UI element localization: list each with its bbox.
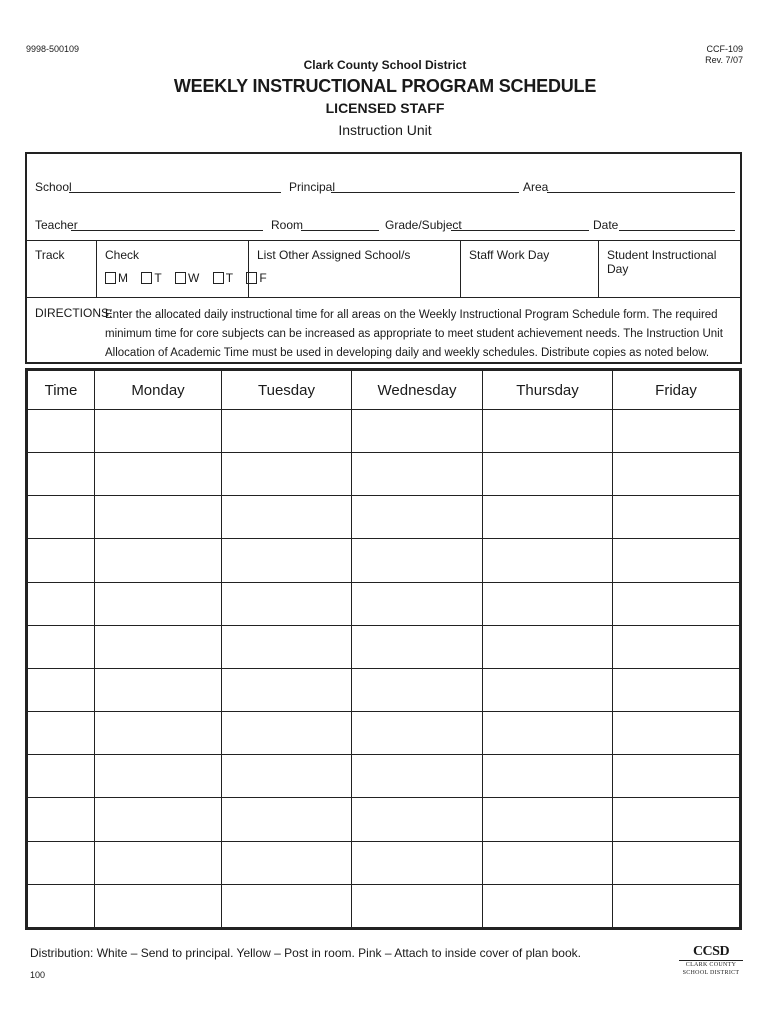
distribution-note: Distribution: White – Send to principal. Yellow – Post in room. Pink – Attach to inside cover of plan book.: [30, 946, 581, 960]
cell-tuesday[interactable]: [222, 625, 352, 668]
cell-time[interactable]: [28, 798, 95, 841]
cell-wednesday[interactable]: [352, 539, 483, 582]
table-row: [28, 755, 740, 798]
logo-line-2: SCHOOL DISTRICT: [682, 970, 740, 976]
cell-friday[interactable]: [613, 668, 740, 711]
day-checkbox-thu[interactable]: T: [213, 271, 233, 285]
check-cell: [97, 241, 267, 297]
directions-text: Enter the allocated daily instructional time for all areas on the Weekly Instructional Program Schedule form. The required minimum time for core subjects can be increased as appropriate to meet student achievement needs. The Instruction Unit Allocation of Academic Time must be used in developing daily and weekly schedules. Distribute copies as noted below.: [105, 309, 723, 359]
cell-friday[interactable]: [613, 798, 740, 841]
cell-thursday[interactable]: [483, 668, 613, 711]
cell-wednesday[interactable]: [352, 625, 483, 668]
cell-thursday[interactable]: [483, 453, 613, 496]
ccsd-logo: [679, 944, 743, 977]
track-cell[interactable]: [27, 241, 97, 297]
cell-tuesday[interactable]: [222, 712, 352, 755]
table-row: [28, 668, 740, 711]
day-checkbox-fri[interactable]: F: [246, 271, 266, 285]
cell-tuesday[interactable]: [222, 668, 352, 711]
schedule-header-row: [28, 371, 740, 410]
track-row: [27, 240, 740, 298]
cell-wednesday[interactable]: [352, 755, 483, 798]
cell-monday[interactable]: [95, 841, 222, 884]
cell-friday[interactable]: [613, 582, 740, 625]
check-label: Check: [105, 248, 140, 262]
cell-friday[interactable]: [613, 453, 740, 496]
cell-friday[interactable]: [613, 410, 740, 453]
day-checkbox-mon[interactable]: M: [105, 271, 128, 285]
cell-friday[interactable]: [613, 712, 740, 755]
grade-subject-field[interactable]: [451, 218, 589, 231]
logo-mark: CCSD: [679, 944, 743, 961]
table-row: [28, 884, 740, 927]
cell-tuesday[interactable]: [222, 496, 352, 539]
cell-thursday[interactable]: [483, 496, 613, 539]
teacher-field[interactable]: [71, 218, 263, 231]
track-label: Track: [35, 248, 65, 262]
grade-subject-label: Grade/Subject: [385, 218, 462, 232]
cell-time[interactable]: [28, 410, 95, 453]
checkbox-icon: [105, 272, 116, 284]
cell-tuesday[interactable]: [222, 582, 352, 625]
cell-time[interactable]: [28, 884, 95, 927]
cell-wednesday[interactable]: [352, 410, 483, 453]
cell-thursday[interactable]: [483, 539, 613, 582]
table-row: [28, 798, 740, 841]
cell-monday[interactable]: [95, 712, 222, 755]
cell-wednesday[interactable]: [352, 798, 483, 841]
table-row: [28, 453, 740, 496]
district-name: Clark County School District: [303, 58, 467, 72]
cell-tuesday[interactable]: [222, 841, 352, 884]
table-row: [28, 625, 740, 668]
cell-monday[interactable]: [95, 539, 222, 582]
student-day-cell[interactable]: [599, 241, 740, 297]
cell-wednesday[interactable]: [352, 582, 483, 625]
cell-monday[interactable]: [95, 798, 222, 841]
form-code: 9998-500109: [26, 44, 80, 54]
col-header-monday: Monday: [95, 371, 222, 410]
cell-monday[interactable]: [95, 410, 222, 453]
form-quantity: 100: [30, 970, 46, 980]
principal-label: Principal: [289, 180, 336, 194]
area-field[interactable]: [547, 180, 735, 193]
form-revision: Rev. 7/07: [705, 55, 743, 65]
area-label: Area: [523, 180, 549, 194]
cell-thursday[interactable]: [483, 884, 613, 927]
checkbox-icon: [175, 272, 186, 284]
cell-friday[interactable]: [613, 755, 740, 798]
cell-wednesday[interactable]: [352, 496, 483, 539]
room-label: Room: [271, 218, 304, 232]
other-schools-label: List Other Assigned School/s: [257, 248, 411, 262]
cell-wednesday[interactable]: [352, 884, 483, 927]
cell-time[interactable]: [28, 712, 95, 755]
school-field[interactable]: [69, 180, 281, 193]
col-header-tuesday: Tuesday: [222, 371, 352, 410]
checkbox-icon: [141, 272, 152, 284]
cell-monday[interactable]: [95, 453, 222, 496]
student-day-label: Student Instructional Day: [607, 248, 717, 276]
date-label: Date: [593, 218, 619, 232]
cell-monday[interactable]: [95, 625, 222, 668]
page-title: WEEKLY INSTRUCTIONAL PROGRAM SCHEDULE: [173, 76, 597, 96]
staff-work-day-label: Staff Work Day: [469, 248, 550, 262]
cell-monday[interactable]: [95, 582, 222, 625]
form-number: CCF-109: [706, 44, 743, 54]
cell-time[interactable]: [28, 755, 95, 798]
table-row: [28, 410, 740, 453]
directions-label: DIRECTIONS:: [35, 306, 113, 320]
cell-tuesday[interactable]: [222, 453, 352, 496]
day-checkbox-tue[interactable]: T: [141, 271, 161, 285]
cell-thursday[interactable]: [483, 755, 613, 798]
cell-wednesday[interactable]: [352, 712, 483, 755]
other-schools-cell[interactable]: [249, 241, 461, 297]
col-header-thursday: Thursday: [483, 371, 613, 410]
schedule-table: [25, 368, 742, 930]
room-field[interactable]: [301, 218, 379, 231]
cell-thursday[interactable]: [483, 410, 613, 453]
cell-thursday[interactable]: [483, 841, 613, 884]
cell-monday[interactable]: [95, 496, 222, 539]
col-header-time: Time: [28, 371, 95, 410]
cell-friday[interactable]: [613, 884, 740, 927]
cell-thursday[interactable]: [483, 712, 613, 755]
table-row: [28, 539, 740, 582]
cell-friday[interactable]: [613, 539, 740, 582]
cell-tuesday[interactable]: [222, 884, 352, 927]
cell-friday[interactable]: [613, 841, 740, 884]
cell-tuesday[interactable]: [222, 410, 352, 453]
cell-thursday[interactable]: [483, 798, 613, 841]
cell-thursday[interactable]: [483, 582, 613, 625]
checkbox-icon: [213, 272, 224, 284]
col-header-friday: Friday: [613, 371, 740, 410]
cell-tuesday[interactable]: [222, 798, 352, 841]
cell-time[interactable]: [28, 582, 95, 625]
cell-time[interactable]: [28, 841, 95, 884]
cell-wednesday[interactable]: [352, 453, 483, 496]
cell-friday[interactable]: [613, 496, 740, 539]
schedule-body: [28, 410, 740, 928]
cell-time[interactable]: [28, 453, 95, 496]
principal-field[interactable]: [331, 180, 519, 193]
instruction-unit: Instruction Unit: [338, 122, 432, 138]
cell-tuesday[interactable]: [222, 539, 352, 582]
cell-time[interactable]: [28, 668, 95, 711]
school-label: School: [35, 180, 72, 194]
table-row: [28, 582, 740, 625]
info-box: [25, 152, 742, 364]
col-header-wednesday: Wednesday: [352, 371, 483, 410]
logo-line-1: CLARK COUNTY: [685, 962, 737, 968]
page-subtitle: LICENSED STAFF: [325, 100, 445, 116]
table-row: [28, 496, 740, 539]
date-field[interactable]: [619, 218, 735, 231]
cell-thursday[interactable]: [483, 625, 613, 668]
table-row: [28, 841, 740, 884]
cell-wednesday[interactable]: [352, 841, 483, 884]
cell-time[interactable]: [28, 539, 95, 582]
cell-monday[interactable]: [95, 755, 222, 798]
cell-time[interactable]: [28, 625, 95, 668]
cell-friday[interactable]: [613, 625, 740, 668]
cell-tuesday[interactable]: [222, 755, 352, 798]
day-checkbox-wed[interactable]: W: [175, 271, 199, 285]
cell-monday[interactable]: [95, 884, 222, 927]
cell-time[interactable]: [28, 496, 95, 539]
cell-monday[interactable]: [95, 668, 222, 711]
teacher-label: Teacher: [35, 218, 78, 232]
staff-work-day-cell[interactable]: [461, 241, 599, 297]
cell-wednesday[interactable]: [352, 668, 483, 711]
table-row: [28, 712, 740, 755]
